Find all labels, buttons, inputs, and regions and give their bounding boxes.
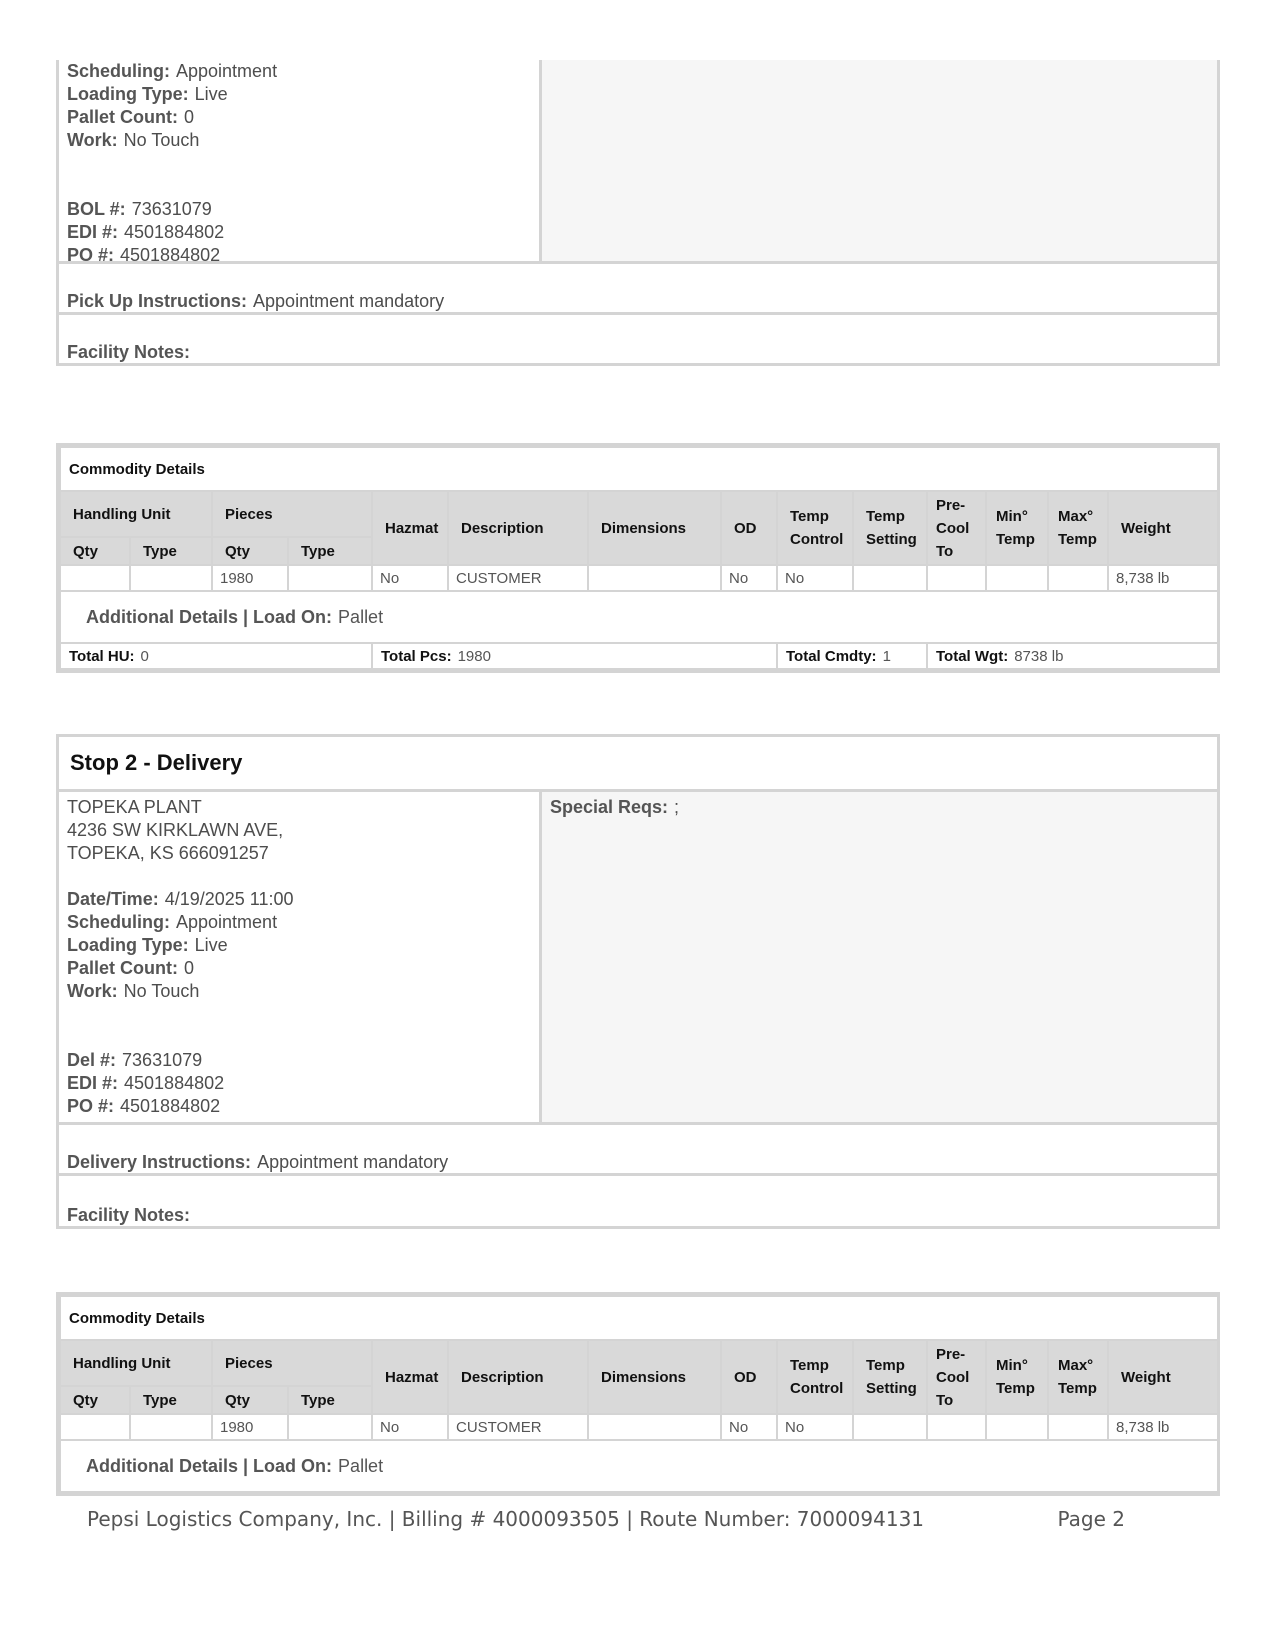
street-address: 4236 SW KIRKLAWN AVE, [67, 820, 284, 840]
facility-notes: Facility Notes: [59, 312, 1217, 363]
edi-line: EDI #: 4501884802 [67, 1073, 225, 1093]
dimensions-header: Dimensions [588, 1340, 721, 1414]
od-header: OD [721, 491, 777, 565]
hu-qty-header: Qty [60, 1386, 130, 1414]
handling-unit-header: Handling Unit [60, 491, 212, 537]
stop2-title: Stop 2 - Delivery [59, 737, 1217, 792]
total-cmdty: Total Cmdty: 1 [777, 643, 927, 669]
del-line: Del #: 73631079 [67, 1050, 203, 1070]
hazmat-header: Hazmat [372, 1340, 448, 1414]
pieces-header: Pieces [212, 491, 372, 537]
stop2-body [59, 792, 1217, 1122]
stop1-body [59, 60, 1217, 265]
temp-setting-header: Temp Setting [853, 1340, 927, 1414]
facility-notes: Facility Notes: [59, 1173, 1217, 1226]
total-pcs: Total Pcs: 1980 [372, 643, 777, 669]
special-reqs-panel [542, 792, 1217, 1122]
weight-header: Weight [1108, 1340, 1218, 1414]
hu-type-header: Type [130, 1386, 212, 1414]
commodity-table [59, 446, 1219, 670]
description-header: Description [448, 1340, 588, 1414]
precool-header: Pre- Cool To [927, 1340, 986, 1414]
pc-qty-header: Qty [212, 537, 288, 565]
max-temp-header: Max° Temp [1048, 1340, 1108, 1414]
pickup-instructions: Pick Up Instructions: Appointment mandatory [59, 261, 1217, 312]
pallet-count-line: Pallet Count: 0 [67, 107, 195, 127]
description-header: Description [448, 491, 588, 565]
commodity-table [59, 1295, 1219, 1493]
edi-line: EDI #: 4501884802 [67, 222, 225, 242]
stop1-info [59, 60, 542, 265]
stop1-section [56, 60, 1220, 366]
totals-row [60, 643, 1218, 669]
table-row: 1980 No CUSTOMER No No 8,738 lb [60, 565, 1218, 591]
temp-control-header: Temp Control [777, 491, 853, 565]
hu-type-header: Type [130, 537, 212, 565]
weight-header: Weight [1108, 491, 1218, 565]
stop2-info [59, 792, 542, 1122]
temp-setting-header: Temp Setting [853, 491, 927, 565]
temp-control-header: Temp Control [777, 1340, 853, 1414]
loading-type-line: Loading Type: Live [67, 935, 228, 955]
commodity-title: Commodity Details [60, 447, 1218, 491]
total-hu: Total HU: 0 [60, 643, 372, 669]
table-row: 1980 No CUSTOMER No No 8,738 lb [60, 1414, 1218, 1440]
max-temp-header: Max° Temp [1048, 491, 1108, 565]
hazmat-header: Hazmat [372, 491, 448, 565]
delivery-instructions: Delivery Instructions: Appointment mandatory [59, 1122, 1217, 1173]
page-number: Page 2 [1057, 1507, 1125, 1531]
bol-line: BOL #: 73631079 [67, 199, 212, 219]
loading-type-line: Loading Type: Live [67, 84, 228, 104]
scheduling-line: Scheduling: Appointment [67, 61, 278, 81]
special-reqs-value: ; [674, 797, 680, 817]
pc-qty-header: Qty [212, 1386, 288, 1414]
stop2-section [56, 734, 1220, 1229]
precool-header: Pre- Cool To [927, 491, 986, 565]
special-reqs-label: Special Reqs: [550, 797, 669, 817]
work-line: Work: No Touch [67, 130, 200, 150]
commodity-title: Commodity Details [60, 1296, 1218, 1340]
pallet-count-line: Pallet Count: 0 [67, 958, 195, 978]
hu-qty-header: Qty [60, 537, 130, 565]
city-state-zip: TOPEKA, KS 666091257 [67, 843, 269, 863]
po-line: PO #: 4501884802 [67, 1096, 221, 1116]
handling-unit-header: Handling Unit [60, 1340, 212, 1386]
pieces-header: Pieces [212, 1340, 372, 1386]
additional-details: Additional Details | Load On: Pallet [60, 591, 1218, 643]
date-time-line: Date/Time: 4/19/2025 11:00 [67, 889, 294, 909]
total-wgt: Total Wgt: 8738 lb [927, 643, 1218, 669]
od-header: OD [721, 1340, 777, 1414]
po-line: PO #: 4501884802 [67, 245, 221, 265]
scheduling-line: Scheduling: Appointment [67, 912, 278, 932]
facility-name: TOPEKA PLANT [67, 797, 202, 817]
footer-company-billing: Pepsi Logistics Company, Inc. | Billing # 4000093505 | Route Number: 7000094131 [87, 1507, 925, 1531]
work-line: Work: No Touch [67, 981, 200, 1001]
pc-type-header: Type [288, 1386, 372, 1414]
page-footer [87, 1507, 1125, 1531]
additional-details: Additional Details | Load On: Pallet [60, 1440, 1218, 1492]
min-temp-header: Min° Temp [986, 1340, 1048, 1414]
dimensions-header: Dimensions [588, 491, 721, 565]
commodity-details-2 [56, 1292, 1220, 1496]
min-temp-header: Min° Temp [986, 491, 1048, 565]
pc-type-header: Type [288, 537, 372, 565]
commodity-details-1 [56, 443, 1220, 673]
stop1-special-panel [542, 60, 1217, 261]
